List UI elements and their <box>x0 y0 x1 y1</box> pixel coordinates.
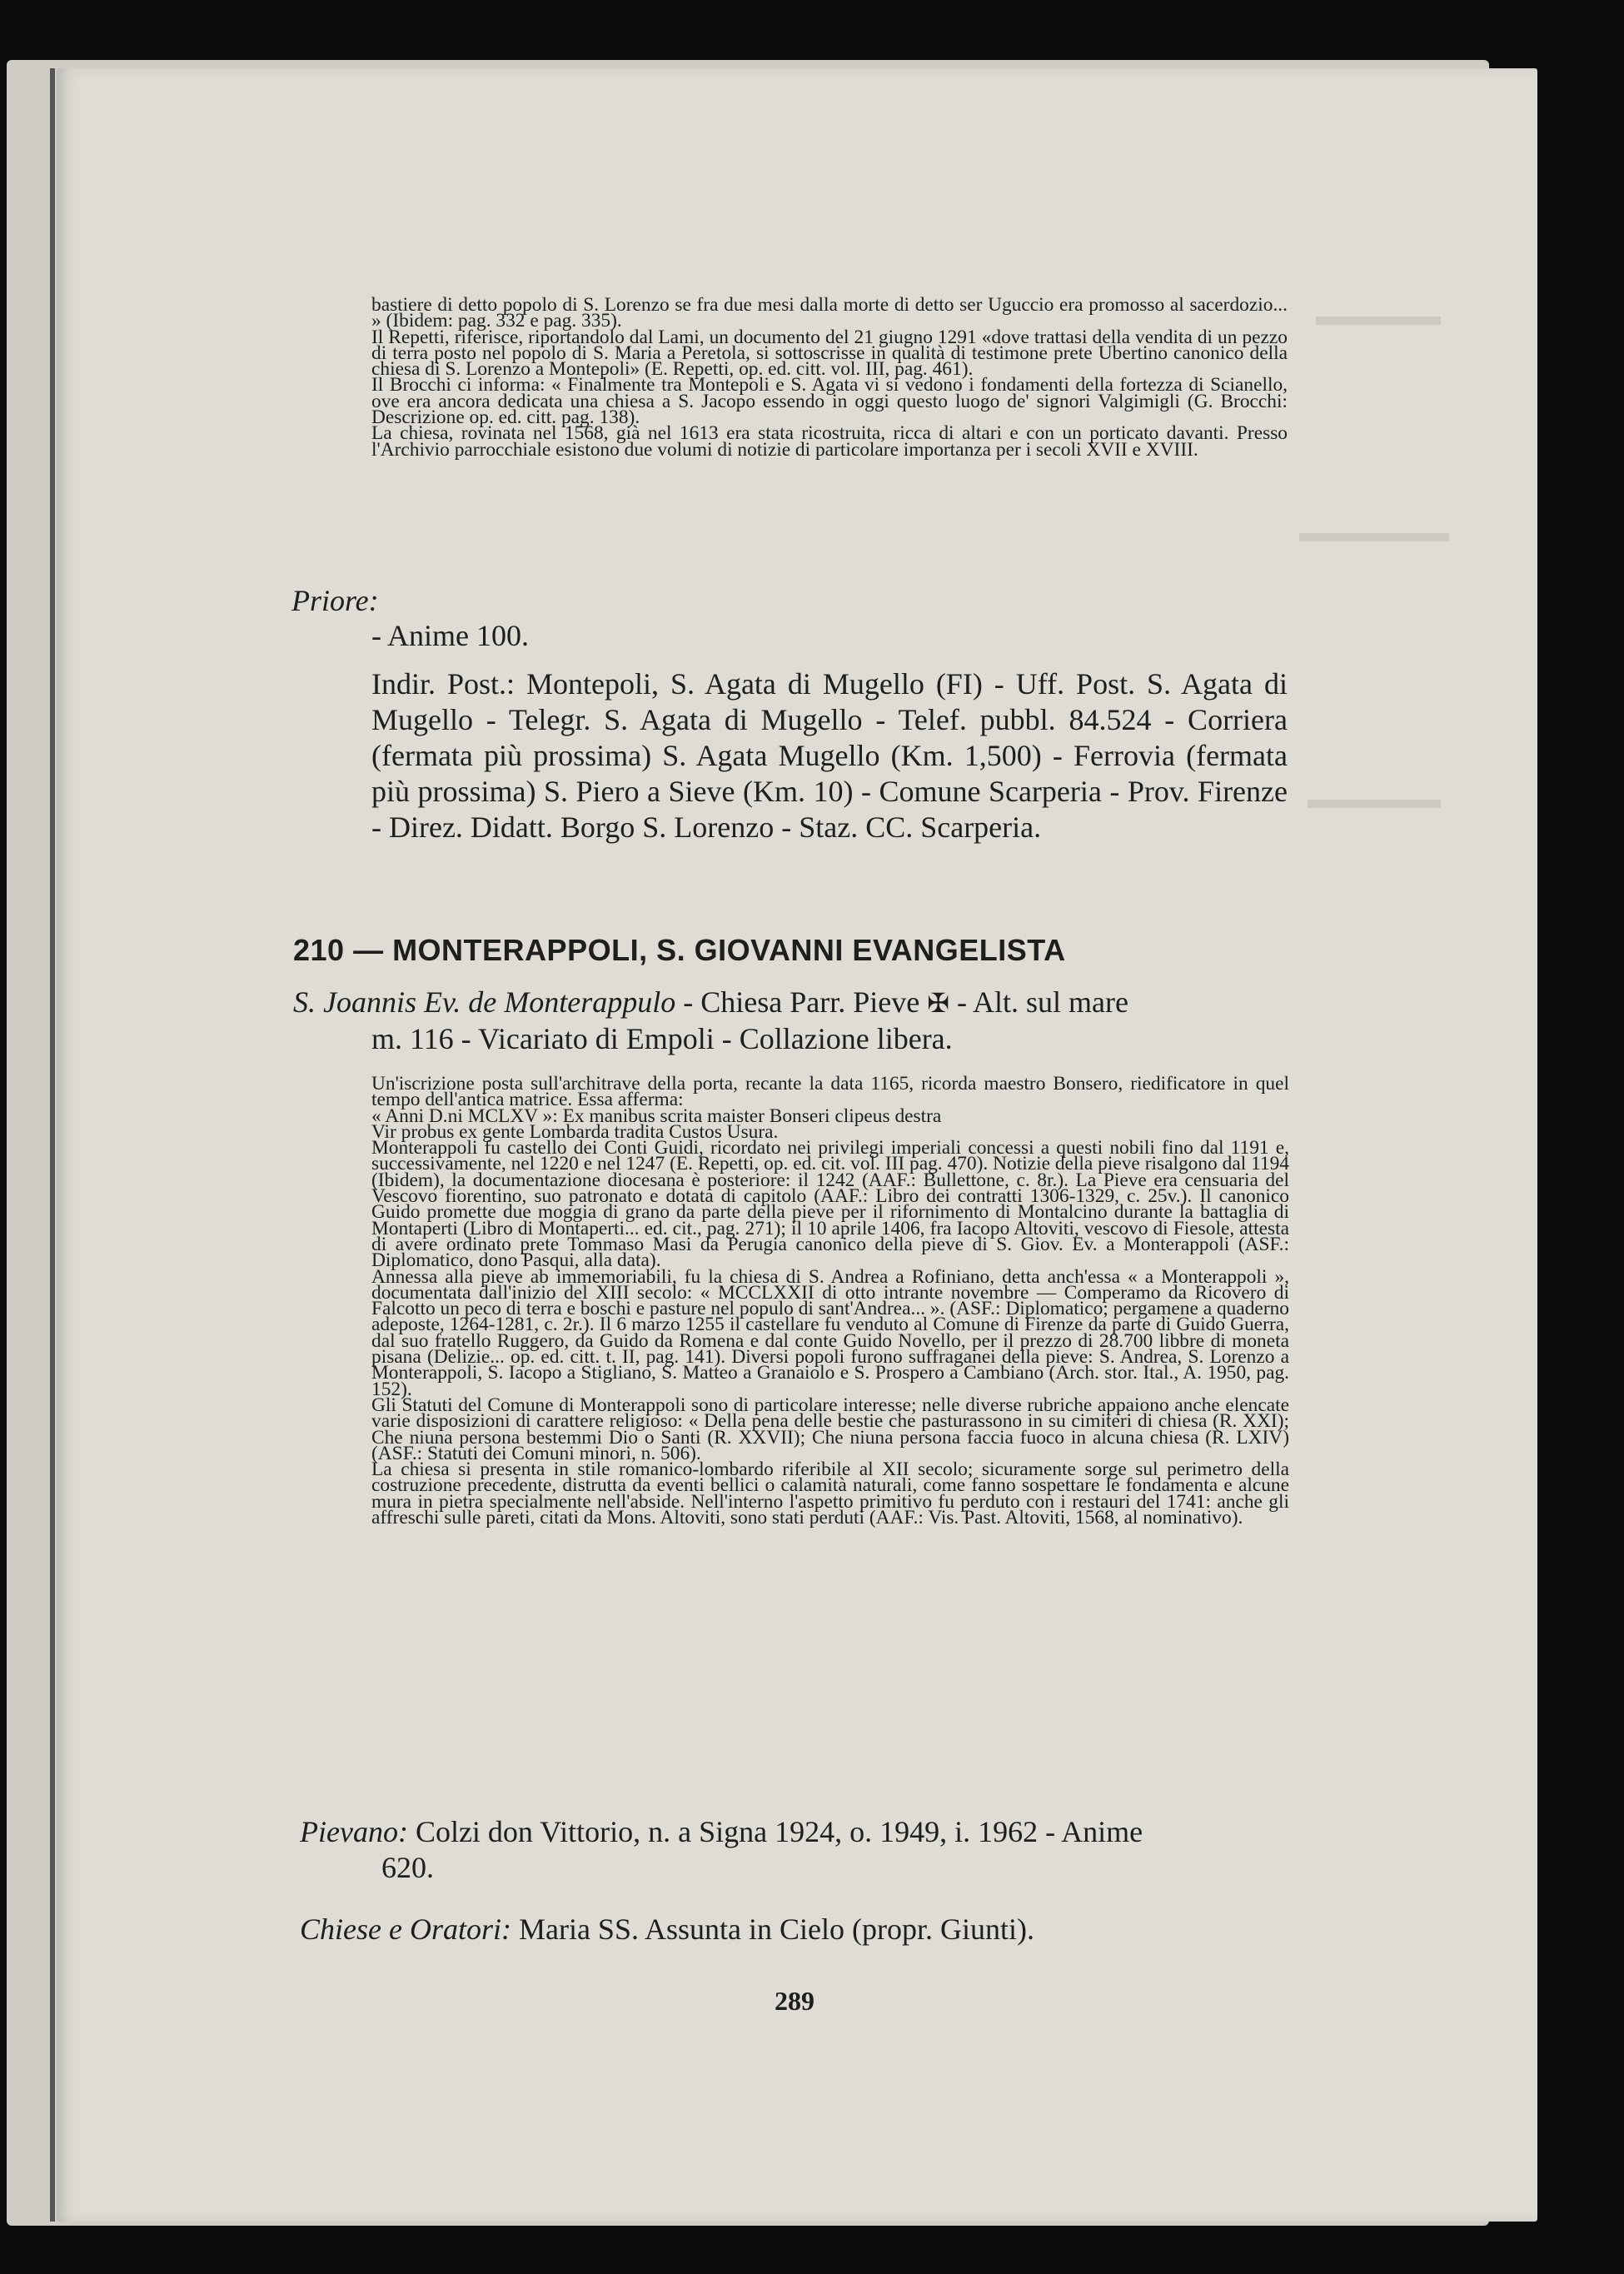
note-paragraph: La chiesa si presenta in stile romanico-lombardo riferibile al XII secolo; sicuramente sorge sul perimetro della costruzione precedente, distrutta da eventi bellici o calamità naturali, come fanno sospettare le fondamenta e alcune mura in pietra specialmente nell'abside. Nell'interno l'aspetto primitivo fu perduto con i restauri del 1741: anche gli affreschi sulle pareti, citati da Mons. Altoviti, sono stati perduti (AAF.: Vis. Past. Altoviti, 1568, al nominativo). <box>371 1459 1289 1529</box>
note-paragraph: Monterappoli fu castello dei Conti Guidi, ricordato nei privilegi imperiali concessi a questi nobili fino dal 1191 e, successivamente, nel 1220 e nel 1247 (E. Repetti, op. ed. cit. vol. III pag. 470). Notizie della pieve risalgono dal 1194 (Ibidem), la documentazione diocesana è posteriore: il 1242 (AAF.: Bullettone, c. 8r.). La Pieve era censuaria del Vescovo fiorentino, suo patronato e dotata di capitolo (AAF.: Libro dei contratti 1306-1329, c. 25v.). Il canonico Guido promette due moggia di grano da parte della pieve per il rifornimento di Montalcino durante la battaglia di Montaperti (Libro di Montaperti... ed. cit., pag. 271); il 10 aprile 1406, fra Iacopo Altoviti, vescovo di Fiesole, attesta di avere ordinato prete Tommaso Masi da Perugia canonico della pieve di S. Giov. Ev. a Monterappoli (ASF.: Diplomatico, dono Pasqui, alla data). <box>371 1137 1289 1272</box>
entry-subheading <box>293 985 1289 1057</box>
note-paragraph: Annessa alla pieve ab immemoriabili, fu la chiesa di S. Andrea a Rofiniano, detta anch'essa « a Monterappoli », documentata dall'inizio del XIII secolo: « MCCLXXII di otto intrante novembre — Comperamo da Ricovero di Falcotto un peco di terra e boschi e pasture nel populo di sant'Andrea... ». (ASF.: Diplomatico; pergamene a quaderno adeposte, 1264-1281, c. 2r.). Il 6 marzo 1255 il castellare fu venduto al Comune di Firenze da parte di Guido Guerra, dal suo fratello Ruggero, da Guido da Romena e dal conte Guido Novello, per il prezzo di 28.700 libbre di moneta pisana (Delizie... op. ed. citt. t. II, pag. 141). Diversi popoli furono suffraganei della pieve: S. Andrea, S. Lorenzo a Monterappoli, S. Iacopo a Stigliano, S. Matteo a Granaiolo e S. Prospero a Cambiano (Arch. stor. Ital., A. 1950, pag. 152). <box>371 1265 1289 1400</box>
note-paragraph: Il Brocchi ci informa: « Finalmente tra Montepoli e S. Agata vi si vedono i fondamenti della fortezza di Scianello, ove era ancora dedicata una chiesa a S. Jacopo essendo in oggi questo luogo de' signori Valgimigli (G. Brocchi: Descrizione op. ed. citt. pag. 138). <box>371 374 1288 429</box>
entry-details: m. 116 - Vicariato di Empoli - Collazione libera. <box>371 1022 953 1055</box>
chiese-block <box>300 1912 1291 1947</box>
pievano-anime: 620. <box>381 1851 434 1884</box>
show-through-mark <box>1299 533 1449 541</box>
inscription-line: « Anni D.ni MCLXV »: Ex manibus scrita maister Bonseri clipeus destra <box>371 1105 942 1127</box>
cross-icon: ✠ <box>927 987 950 1019</box>
pievano-block <box>300 1814 1291 1886</box>
chiese-label: Chiese e Oratori: <box>300 1912 511 1946</box>
note-paragraph: Il Repetti, riferisce, riportandolo dal Lami, un documento del 21 giugno 1291 «dove trattasi della vendita di un pezzo di terra posto nel popolo di S. Maria a Peretola, si sottoscrisse in qualità di testimone prete Ubertino canonico della chiesa di S. Lorenzo a Montepoli» (E. Repetti, op. ed. citt. vol. III, pag. 461). <box>371 326 1288 381</box>
pievano-label: Pievano: <box>300 1815 408 1848</box>
chiese-text: Maria SS. Assunta in Cielo (propr. Giunti). <box>511 1912 1034 1946</box>
church-type: - Chiesa Parr. Pieve <box>675 985 928 1019</box>
note-paragraph: Un'iscrizione posta sull'architrave della porta, recante la data 1165, ricorda maestro Bonsero, riedificatore in quel tempo dell'antica matrice. Essa afferma: <box>371 1073 1289 1111</box>
inscription-line: Vir probus ex gente Lombarda tradita Custos Usura. <box>371 1120 779 1143</box>
note-paragraph: bastiere di detto popolo di S. Lorenzo se fra due mesi dalla morte di detto ser Uguccio era promosso al sacerdozio... » (Ibidem: pag. 332 e pag. 335). <box>371 294 1288 332</box>
pievano-text: Colzi don Vittorio, n. a Signa 1924, o. 1949, i. 1962 - Anime <box>407 1815 1143 1848</box>
note-paragraph: La chiesa, rovinata nel 1568, già nel 1613 era stata ricostruita, ricca di altari e con un porticato davanti. Presso l'Archivio parrocchiale esistono due volumi di notizie di particolare importanza per i secoli XVII e XVIII. <box>371 422 1288 461</box>
postal-address-block: Indir. Post.: Montepoli, S. Agata di Mugello (FI) - Uff. Post. S. Agata di Mugello - Telegr. S. Agata di Mugello - Telef. pubbl. 84.524 - Corriera (fermata più prossima) S. Agata Mugello (Km. 1,500) - Ferrovia (fermata più prossima) S. Piero a Sieve (Km. 10) - Comune Scarperia - Prov. Firenze - Direz. Didatt. Borgo S. Lorenzo - Staz. CC. Scarperia. <box>371 667 1288 844</box>
priore-anime: - Anime 100. <box>371 619 529 652</box>
top-notes <box>371 294 1288 461</box>
main-notes <box>371 1073 1289 1529</box>
entry-heading: 210 — MONTERAPPOLI, S. GIOVANNI EVANGELISTA <box>293 933 1066 967</box>
latin-name: S. Joannis Ev. de Monterappulo <box>293 985 676 1019</box>
note-paragraph: Gli Statuti del Comune di Monterappoli sono di particolare interesse; nelle diverse rubriche appaiono anche elencate varie disposizioni di carattere religioso: « Della pena delle bestie che pasturassono in su cimiteri di chiesa (R. XXI); Che niuna persona bestemmi Dio o Santi (R. XXVII); Che niuna persona faccia fuoco in alcuna chiesa (R. LXIV) (ASF.: Statuti dei Comuni minori, n. 506). <box>371 1394 1289 1464</box>
show-through-mark <box>1316 317 1441 325</box>
altitude-label: - Alt. sul mare <box>949 985 1128 1019</box>
page-gutter <box>50 68 55 2222</box>
page-number: 289 <box>775 1986 814 2016</box>
show-through-mark <box>1308 800 1441 808</box>
priore-label: Priore: <box>291 584 379 617</box>
